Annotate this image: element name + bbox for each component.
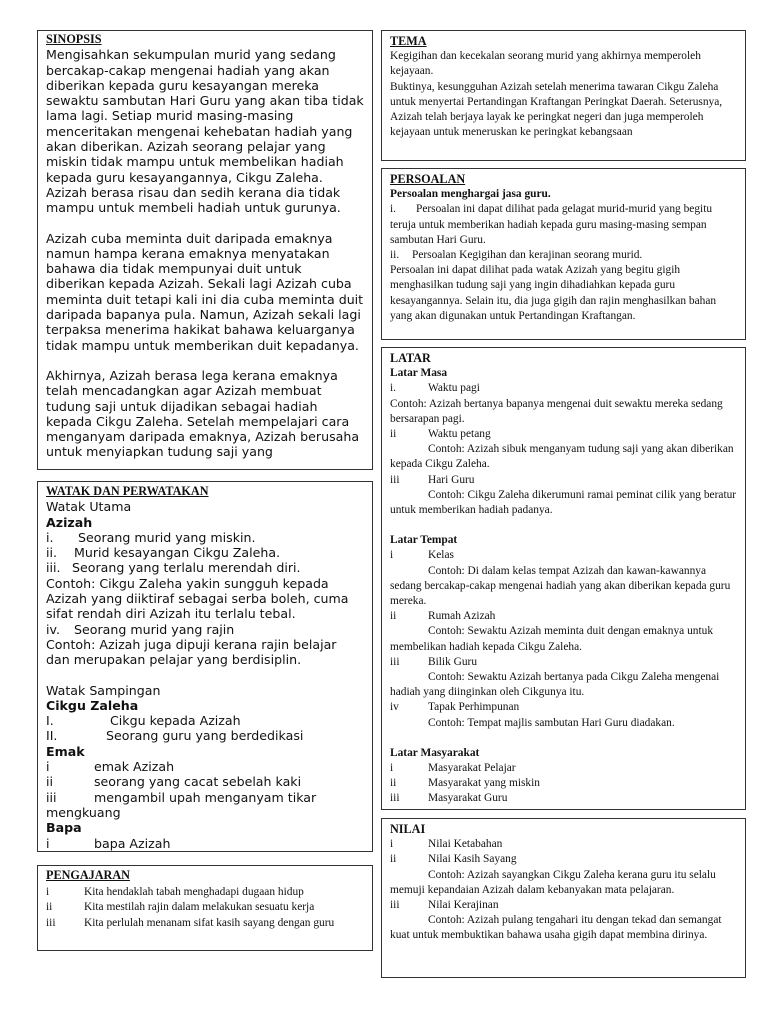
bapa-name: Bapa (46, 820, 82, 836)
azizah-trait: iv. Seorang murid yang rajin (46, 621, 235, 637)
tema-section (381, 30, 746, 161)
latar-tempat-item: ii Rumah Azizah (390, 610, 496, 623)
bapa-trait: i bapa Azizah (46, 835, 171, 851)
nilai-item: iii Nilai Kerajinan (390, 899, 499, 912)
sinopsis-paragraph-2: Azizah cuba meminta duit daripada emaknya namun hampa kerana emaknya menyatakan bahawa dia tidak mempunyai duit untuk diberikan kepada Azizah. Sekali lagi Azizah cuba meminta duit tetapi kali ini dia cuba meminta duit daripada bapanya pula. Namun, Azizah sekali lagi terpaksa menerima hakikat bahawa keluarganya tidak mampu untuk memberikan duit kepadanya. (46, 230, 364, 353)
watak-title: WATAK DAN PERWATAKAN (46, 484, 209, 498)
latar-tempat-label: Latar Tempat (390, 534, 458, 547)
persoalan-title: PERSOALAN (390, 172, 466, 186)
persoalan-paragraph-2: ii. Persoalan Kegigihan dan kerajinan seorang murid. (390, 249, 643, 262)
latar-tempat-contoh: Contoh: Tempat majlis sambutan Hari Guru diadakan. (428, 716, 675, 729)
latar-masa-contoh: Contoh: Azizah sibuk menganyam tudung saji yang akan diberikan kepada Cikgu Zaleha. (390, 443, 734, 471)
azizah-trait: iii. Seorang yang terlalu merendah diri. (46, 560, 301, 576)
nilai-contoh: Contoh: Azizah pulang tengahari itu dengan tekad dan semangat kuat untuk membuktikan bahawa usaha gigih dapat membina dirinya. (390, 914, 722, 942)
zaleha-trait: I. Cikgu kepada Azizah (46, 713, 241, 729)
latar-masa-contoh: Contoh: Azizah bertanya bapanya mengenai duit sewaktu mereka sedang bersarapan pagi. (390, 397, 723, 425)
latar-masa-label: Latar Masa (390, 367, 448, 380)
azizah-trait: ii. Murid kesayangan Cikgu Zaleha. (46, 545, 281, 561)
latar-tempat-contoh: Contoh: Sewaktu Azizah meminta duit dengan emaknya untuk membelikan hadiah kepada Cikgu Zaleha. (390, 625, 714, 653)
nilai-title: NILAI (390, 822, 426, 836)
tema-title: TEMA (390, 34, 427, 48)
persoalan-paragraph-1: i. Persoalan ini dapat dilihat pada gelagat murid-murid yang begitu teruja untuk memberikan hadiah kepada guru masing-masing sempan sambutan Hari Guru. (390, 203, 713, 246)
emak-name: Emak (46, 743, 85, 759)
watak-section (37, 481, 373, 852)
pengajaran-title: PENGAJARAN (46, 868, 130, 882)
sinopsis-paragraph-3: Akhirnya, Azizah berasa lega kerana emaknya telah mencadangkan agar Azizah membuat tudung saji untuk dijadikan sebagai hadiah kepada Cikgu Zaleha. Setelah mempelajari cara menganyam daripada emaknya, Azizah berusaha untuk menyiapkan tudung saji yang (46, 367, 360, 460)
zaleha-trait: II. Seorang guru yang berdedikasi (46, 728, 304, 744)
nilai-item: i Nilai Ketabahan (390, 838, 503, 851)
sinopsis-section (37, 30, 373, 470)
nilai-item: ii Nilai Kasih Sayang (390, 853, 517, 866)
persoalan-paragraph-3: Persoalan ini dapat dilihat pada watak Azizah yang begitu gigih menghasilkan tudung saji yang ingin dihadiahkan kepada guru kesayangannya. Selain itu, dia juga gigih dan rajin menghasilkan bahan yang akan digunakan untuk Pertandingan Kraftangan. (390, 264, 717, 322)
watak-sampingan-label: Watak Sampingan (46, 682, 161, 698)
sinopsis-paragraph-1: Mengisahkan sekumpulan murid yang sedang bercakap-cakap mengenai hadiah yang akan diberikan kepada guru kesayangan mereka sewaktu sambutan Hari Guru yang akan tiba tidak lama lagi. Setiap murid masing-masing menceritakan mengenai kehebatan hadiah yang akan diberikan. Azizah seorang pelajar yang miskin tidak mampu untuk membelikan hadiah kepada guru kesayangannya, Cikgu Zaleha. Azizah berasa risau dan sedih kerana dia tidak mampu untuk membeli hadiah untuk gurunya. (46, 47, 364, 216)
nilai-contoh: Contoh: Azizah sayangkan Cikgu Zaleha kerana guru itu selalu memuji kepandaian Azizah dalam kebanyakan mata pelajaran. (390, 868, 716, 896)
pengajaran-item: ii Kita mestilah rajin dalam melakukan sesuatu kerja (46, 901, 315, 914)
azizah-name: Azizah (46, 514, 93, 530)
latar-masyarakat-item: i Masyarakat Pelajar (390, 762, 516, 775)
latar-tempat-item: iv Tapak Perhimpunan (390, 701, 520, 714)
emak-trait: iii mengambil upah menganyam tikar mengkuang (46, 789, 317, 820)
latar-tempat-item: iii Bilik Guru (390, 655, 478, 668)
latar-section (381, 347, 746, 810)
azizah-trait: i. Seorang murid yang miskin. (46, 529, 256, 545)
azizah-contoh-2: Contoh: Azizah juga dipuji kerana rajin belajar dan merupakan pelajar yang berdisiplin. (46, 636, 337, 668)
persoalan-subtitle: Persoalan menghargai jasa guru. (390, 188, 551, 201)
tema-paragraph-2: Buktinya, kesungguhan Azizah setelah menerima tawaran Cikgu Zaleha untuk menyertai Pertandingan Kraftangan Peringkat Daerah. Seterusnya, Azizah telah berjaya layak ke peringkat negeri dan juga memperoleh kejayaan untuk meneruskan ke peringkat kebangsaan (390, 80, 723, 139)
latar-masa-item: ii Waktu petang (390, 428, 491, 441)
latar-masa-item: iii Hari Guru (390, 473, 475, 486)
latar-masa-item: i. Waktu pagi (390, 382, 480, 395)
latar-tempat-contoh: Contoh: Di dalam kelas tempat Azizah dan kawan-kawannya sedang bercakap-cakap mengenai hadiah yang akan diberikan kepada guru mereka. (390, 564, 731, 608)
emak-trait: ii seorang yang cacat sebelah kaki (46, 774, 302, 790)
pengajaran-item: iii Kita perlulah menanam sifat kasih sayang dengan guru (46, 916, 335, 929)
latar-masa-contoh: Contoh: Cikgu Zaleha dikerumuni ramai peminat cilik yang beratur untuk memberikan hadiah padanya. (390, 488, 737, 517)
latar-title: LATAR (390, 351, 431, 365)
pengajaran-section (37, 865, 373, 951)
latar-tempat-contoh: Contoh: Sewaktu Azizah bertanya pada Cikgu Zaleha mengenai hadiah yang diinginkan oleh Cikgunya itu. (390, 671, 720, 699)
nilai-section (381, 818, 746, 978)
persoalan-section (381, 168, 746, 340)
tema-paragraph-1: Kegigihan dan kecekalan seorang murid yang akhirnya memperoleh kejayaan. (390, 50, 701, 78)
latar-tempat-item: i Kelas (390, 549, 454, 562)
latar-masyarakat-item: ii Masyarakat yang miskin (390, 777, 540, 790)
sinopsis-title: SINOPSIS (46, 32, 102, 46)
latar-masyarakat-item: iii Masyarakat Guru (390, 792, 508, 805)
emak-trait: i emak Azizah (46, 759, 175, 775)
watak-utama-label: Watak Utama (46, 499, 132, 515)
pengajaran-item: i Kita hendaklah tabah menghadapi dugaan hidup (46, 886, 304, 899)
zaleha-name: Cikgu Zaleha (46, 697, 139, 713)
azizah-contoh-1: Contoh: Cikgu Zaleha yakin sungguh kepada Azizah yang diiktiraf sebagai serba boleh, cuma sifat rendah diri Azizah itu terlalu tebal. (46, 575, 349, 622)
latar-masyarakat-label: Latar Masyarakat (390, 746, 480, 759)
